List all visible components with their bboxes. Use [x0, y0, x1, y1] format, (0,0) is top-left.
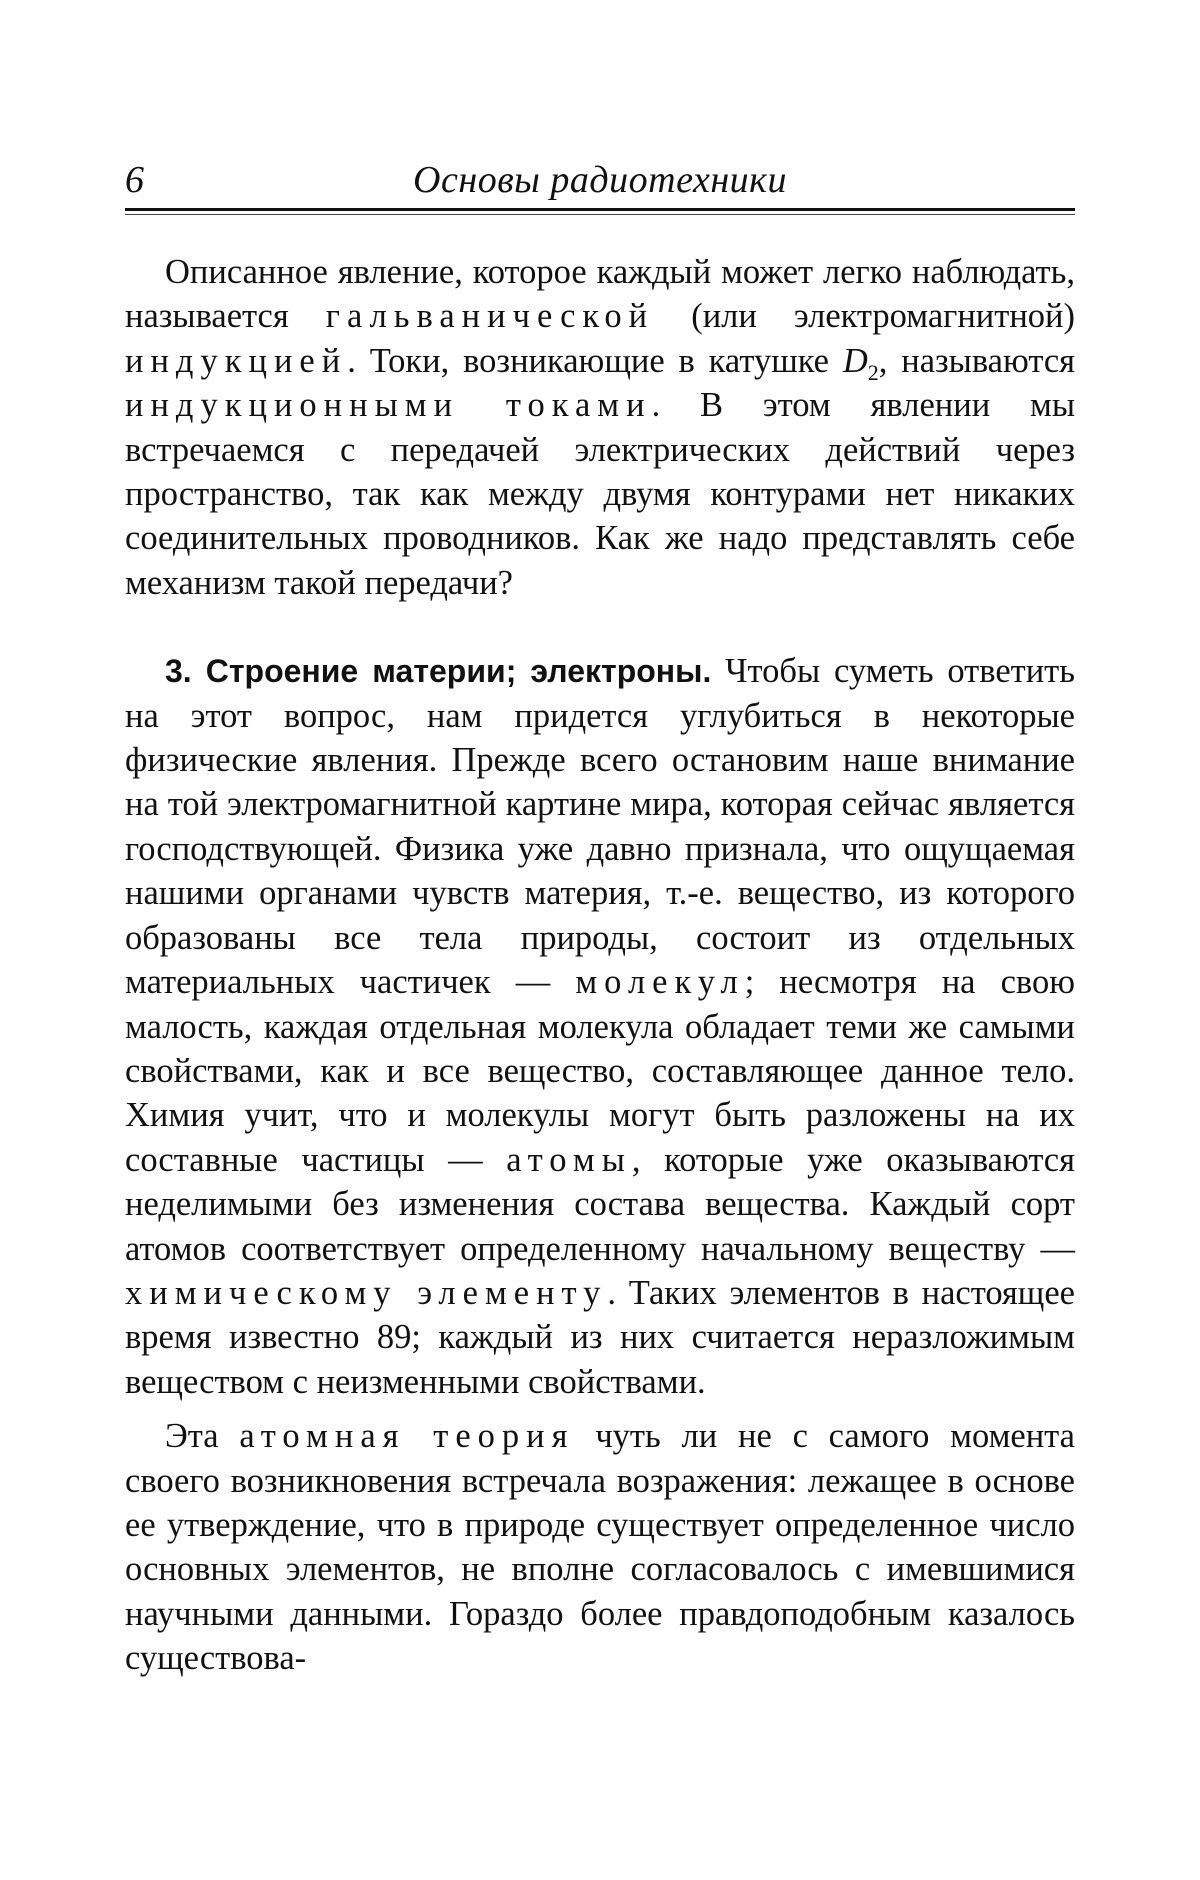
emphasis-chemical-element: химическому элементу: [125, 1273, 608, 1312]
text-run: чуть ли не с самого момента своего возникновения встречала возражения: лежащее в основе ее утверждение, что в природе существует определенное число основных элементов, не вполне согласовалось с имевшимися научными данными. Гораздо более правдоподобным казалось существова-: [125, 1417, 1075, 1678]
text-run: . Токи, возникающие в катушке: [347, 341, 843, 380]
page-number: 6: [125, 159, 144, 201]
emphasis-galvanic: гальванической: [325, 297, 655, 336]
text-run: Описанное явление, которое каждый может легко наблюдать, называется: [125, 253, 1075, 336]
text-run: ; несмотря на свою малость, каждая отдельная молекула обладает теми же самыми свойствами, как и все вещество, составляющее данное тело. Химия учит, что и молекулы могут быть разложены на их составные частицы —: [125, 963, 1075, 1179]
emphasis-atomic-theory: атомная теория: [239, 1417, 575, 1456]
emphasis-induction: индукцией: [125, 341, 348, 380]
paragraph-atomic-theory: [125, 1414, 1075, 1680]
header-rule-thin: [125, 214, 1075, 215]
paragraph-induction: [125, 250, 1075, 605]
text-run: Чтобы суметь ответить на этот вопрос, нам придется углубиться в некоторые физические явления. Прежде всего остановим наше внимание на той электромагнитной картине мира, которая сейчас является господствующей. Физика уже давно признала, что ощущаемая нашими органами чувств материя, т.-е. вещество, из которого образованы все тела природы, состоит из отдельных материальных частичек —: [125, 652, 1075, 1002]
coil-subscript: 2: [867, 359, 879, 385]
text-run: . В этом явлении мы встречаемся с передачей электрических действий через пространство, так как между двумя контурами нет никаких соединительных проводников. Как же надо представлять себе механизм такой передачи?: [125, 386, 1075, 602]
section-heading: 3. Строение материи; электроны.: [165, 653, 712, 690]
header-rule: [125, 208, 1075, 211]
text-run: , называются: [878, 341, 1075, 380]
running-head: [125, 158, 1075, 208]
emphasis-atoms: атомы: [506, 1140, 632, 1179]
emphasis-molecules: молекул: [575, 963, 745, 1002]
text-run: Эта: [165, 1417, 240, 1456]
section-3-paragraph: [125, 649, 1075, 1404]
coil-symbol: D: [842, 341, 868, 380]
emphasis-induction-currents: индукционными токами: [125, 386, 652, 425]
running-title: Основы радиотехники: [413, 159, 787, 201]
text-run: (или электромагнитной): [654, 297, 1075, 336]
text-run: . Таких элементов в настоящее время известно 89; каждый из них считается неразложимым веществом с неизменными свойствами.: [125, 1273, 1075, 1401]
body-text: [125, 250, 1075, 1681]
text-run: , которые уже оказываются неделимыми без изменения состава вещества. Каждый сорт атомов соответствует определенному начальному веществу —: [125, 1140, 1075, 1268]
